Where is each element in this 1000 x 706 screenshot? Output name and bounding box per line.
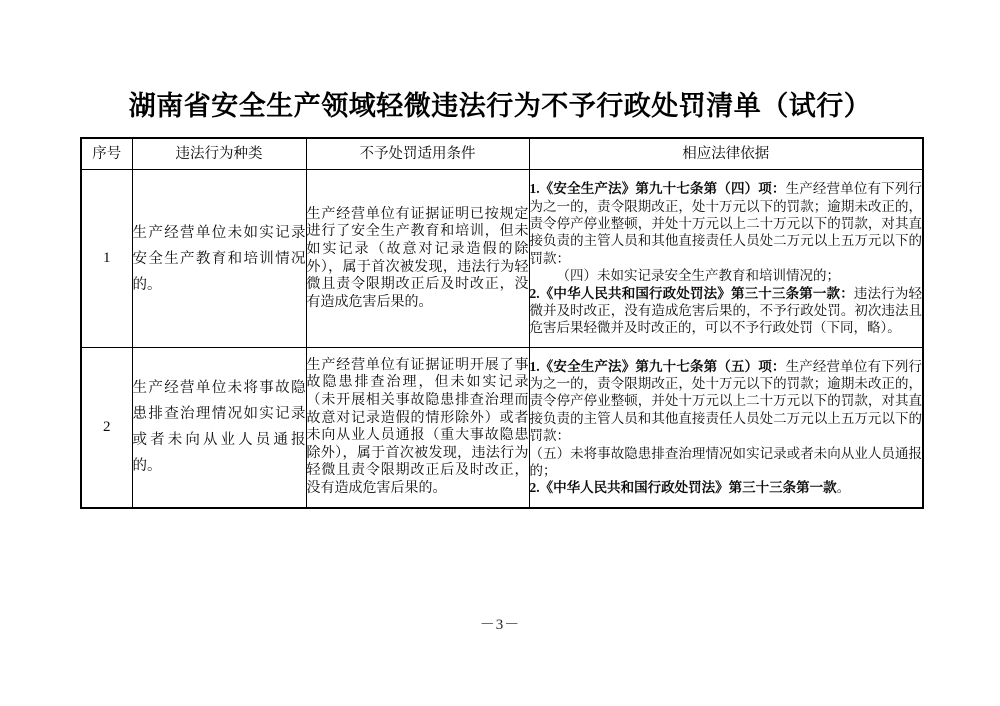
penalty-exemption-table [80, 137, 924, 509]
cell-index: 2 [81, 348, 132, 508]
table-row [81, 348, 923, 508]
table-row [81, 170, 923, 348]
cell-violation-type: 生产经营单位未如实记录安全生产教育和培训情况的。 [132, 170, 306, 348]
cell-exemption-condition: 生产经营单位有证据证明已按规定进行了安全生产教育和培训，但未如实记录（故意对记录造假的除外），属于首次被发现，违法行为轻微且责令限期改正后及时改正，没有造成危害后果的。 [306, 170, 529, 348]
cell-index: 1 [81, 170, 132, 348]
legal-basis-paragraph: （四）未如实记录安全生产教育和培训情况的； [556, 268, 840, 284]
header-legal-basis: 相应法律依据 [529, 138, 923, 170]
header-violation-type: 违法行为种类 [132, 138, 306, 170]
page-title: 湖南省安全生产领域轻微违法行为不予行政处罚清单（试行） [128, 91, 872, 121]
cell-violation-type: 生产经营单位未将事故隐患排查治理情况如实记录或者未向从业人员通报的。 [132, 348, 306, 508]
table-body [81, 170, 923, 508]
cell-legal-basis [529, 348, 923, 508]
table-header-row [81, 138, 923, 170]
header-exemption-condition: 不予处罚适用条件 [306, 138, 529, 170]
legal-basis-paragraph: 2.《中华人民共和国行政处罚法》第三十三条第一款。 [529, 480, 851, 496]
legal-basis-paragraph: 1.《安全生产法》第九十七条第（五）项：生产经营单位有下列行为之一的，责令限期改正，处十万元以下的罚款；逾期未改正的，责令停产停业整顿，并处十万元以上二十万元以下的罚款，对其直接负责的主管人员和其他直接责任人员处二万元以上五万元以下的罚款： [529, 358, 922, 444]
legal-basis-paragraph: 2.《中华人民共和国行政处罚法》第三十三条第一款：违法行为轻微并及时改正，没有造成危害后果的，不予行政处罚。初次违法且危害后果轻微并及时改正的，可以不予行政处罚（下同，略）。 [529, 285, 922, 336]
cell-legal-basis [529, 170, 923, 348]
cell-exemption-condition: 生产经营单位有证据证明开展了事故隐患排查治理，但未如实记录（未开展相关事故隐患排查治理而故意对记录造假的情形除外）或者未向从业人员通报（重大事故隐患除外），属于首次被发现，违法行为轻微且责令限期改正后及时改正，没有造成危害后果的。 [306, 348, 529, 508]
header-index: 序号 [81, 138, 132, 170]
legal-basis-paragraph: （五）未将事故隐患排查治理情况如实记录或者未向从业人员通报的； [529, 445, 922, 479]
page-number: －3－ [479, 617, 521, 633]
legal-basis-paragraph: 1.《安全生产法》第九十七条第（四）项：生产经营单位有下列行为之一的，责令限期改正，处十万元以下的罚款；逾期未改正的，责令停产停业整顿，并处十万元以上二十万元以下的罚款，对其直接负责的主管人员和其他直接责任人员处二万元以上五万元以下的罚款： [529, 181, 922, 266]
